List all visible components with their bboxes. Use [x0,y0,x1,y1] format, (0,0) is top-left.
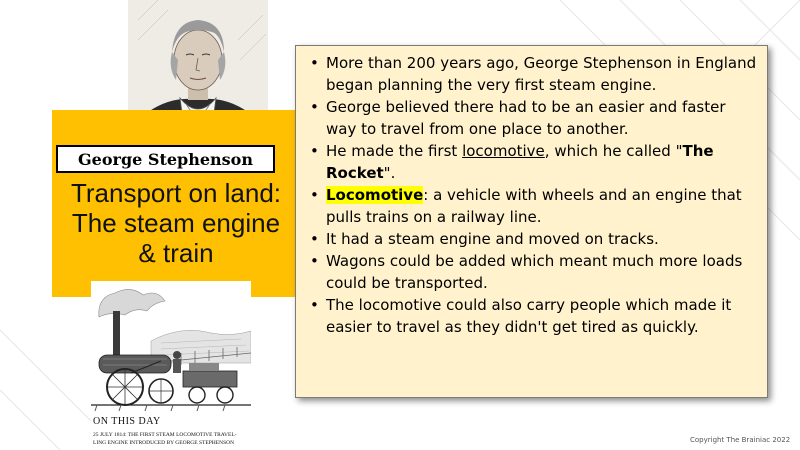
bullet-text: : a vehicle with wheels and an engine that pulls trains on a railway line. [326,186,742,226]
name-label: George Stephenson [56,145,275,173]
slide-title-line-2: The steam engine [71,208,281,238]
bullet-text: , which he called " [544,142,683,160]
image-caption-line-1: 25 JULY 1814: THE FIRST STEAM LOCOMOTIVE TRAVEL- [93,432,237,438]
bullet-text: ". [383,164,396,182]
bullet-text: He made the first [326,142,463,160]
bullet-item [304,184,759,228]
bullet-item [304,52,759,96]
bullet-icon: • [310,54,319,72]
bullet-text: George believed there had to be an easier and faster way to travel from one place to another. [326,98,726,138]
locomotive-term-underlined: locomotive [462,142,545,160]
bullet-text: The locomotive could also carry people which made it easier to travel as they didn't get tired as quickly. [326,296,732,336]
the-rocket-bold: The Rocket [326,142,714,182]
bullet-item [304,228,759,250]
slide-title-line-1: Transport on land: [70,178,282,208]
locomotive-definition-term: Locomotive [326,186,424,204]
rocket-locomotive-image [91,281,251,450]
bullet-list [304,52,759,338]
bullet-icon: • [310,142,319,160]
image-caption-line-2: LING ENGINE INTRODUCED BY GEORGE STEPHENSON [93,440,235,446]
bullet-item [304,96,759,140]
bullet-icon: • [310,252,319,270]
bullet-text: More than 200 years ago, George Stephenson in England began planning the very first steam engine. [326,54,757,94]
bullet-item [304,140,759,184]
bullet-item [304,250,759,294]
bullet-icon: • [310,296,319,314]
bullet-icon: • [310,230,319,248]
bullet-text: It had a steam engine and moved on tracks. [326,230,659,248]
bullet-item [304,294,759,338]
image-caption-title: ON THIS DAY [93,416,161,427]
slide-title [56,178,296,268]
content-text-box [295,45,768,398]
slide-title-line-3: & train [138,238,214,268]
bullet-icon: • [310,98,319,116]
copyright-text: Copyright The Brainiac 2022 [690,436,791,444]
bullet-icon: • [310,186,319,204]
bullet-text: Wagons could be added which meant much more loads could be transported. [326,252,743,292]
